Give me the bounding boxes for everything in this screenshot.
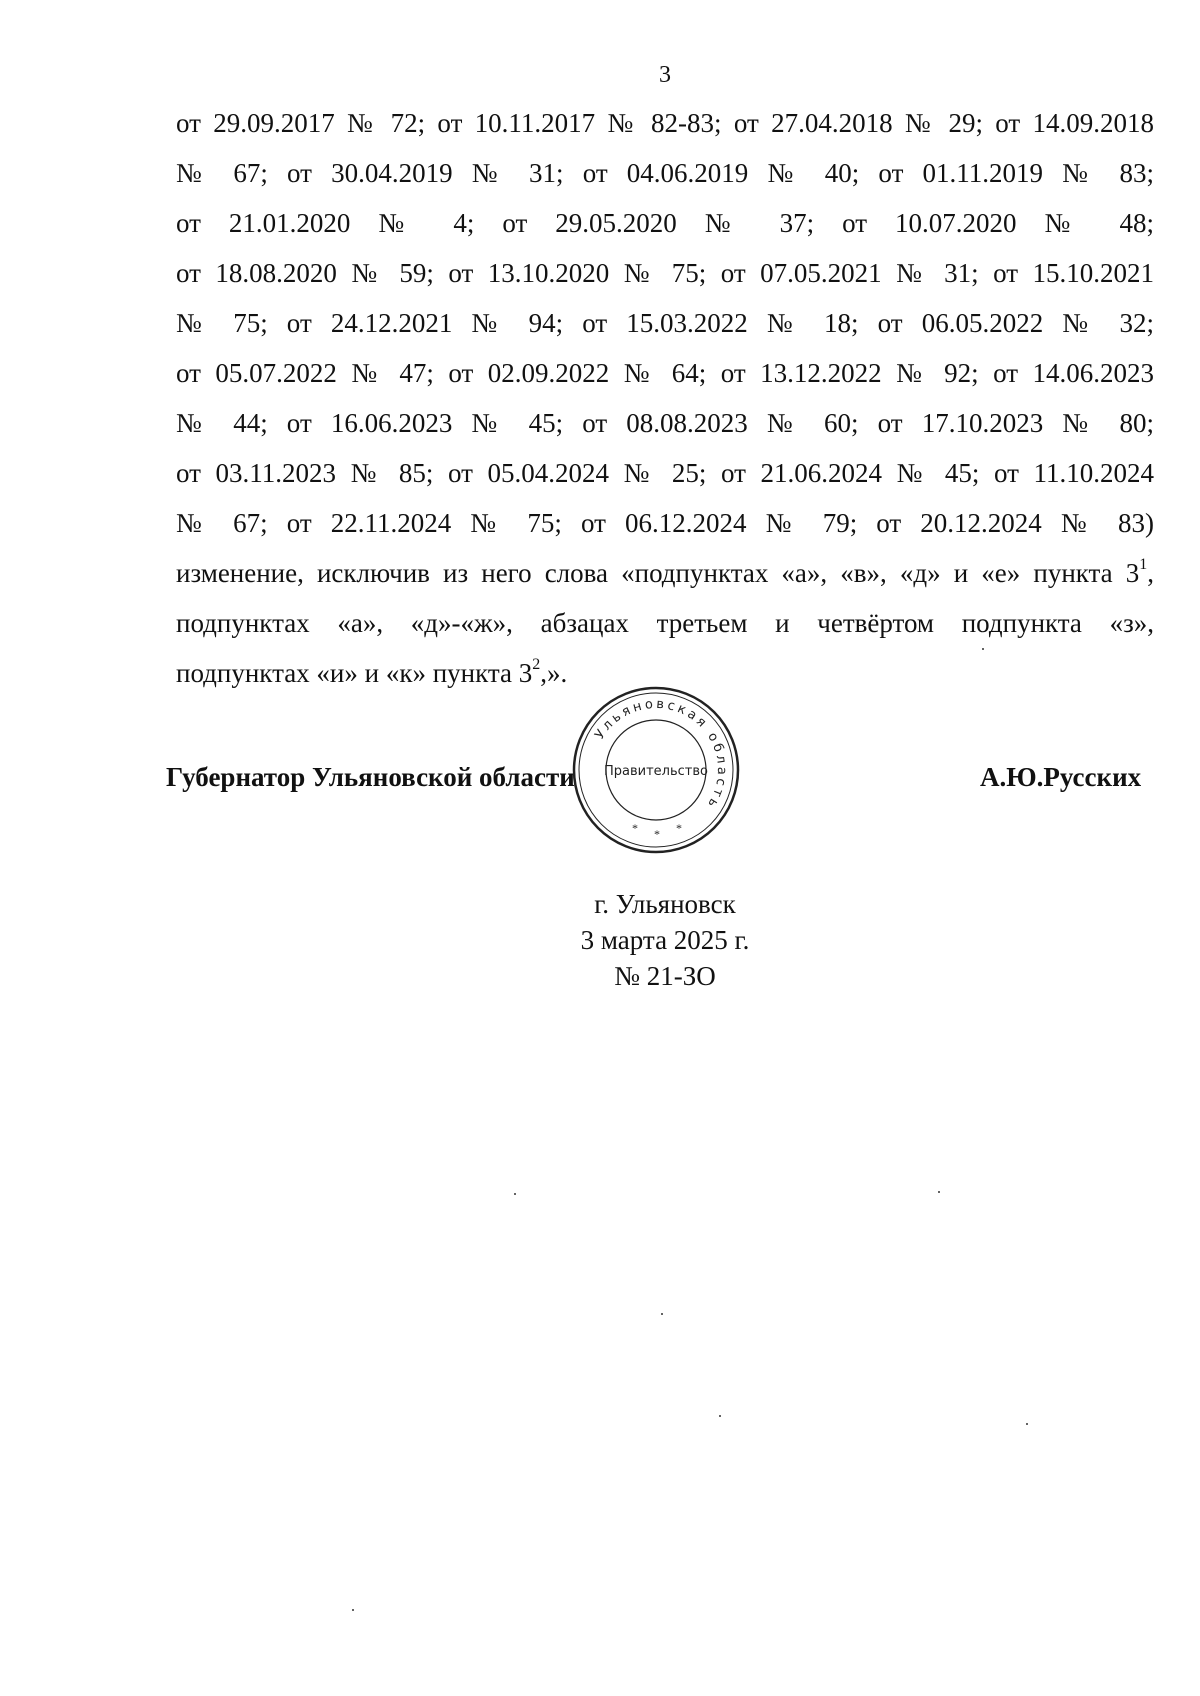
body-line: № 67; от 22.11.2024 № 75; от 06.12.2024 № 79; от 20.12.2024 № 83)	[176, 508, 1154, 538]
signatory-name: А.Ю.Русских	[980, 762, 1142, 792]
document-body	[176, 98, 1154, 698]
amendment-text: ,	[1147, 558, 1154, 588]
amendment-line-1	[176, 548, 1154, 598]
signatory-title: Губернатор Ульяновской области	[166, 762, 575, 792]
body-line: № 44; от 16.06.2023 № 45; от 08.08.2023 № 60; от 17.10.2023 № 80;	[176, 408, 1154, 438]
body-line: от 05.07.2022 № 47; от 02.09.2022 № 64; от 13.12.2022 № 92; от 14.06.2023	[176, 358, 1154, 388]
scan-speck	[938, 1191, 940, 1193]
page-number: 3	[659, 62, 671, 88]
seal-ring-text: Ульяновская область	[592, 696, 730, 813]
amendment-text: ,».	[540, 658, 568, 688]
scan-speck	[661, 1313, 663, 1315]
svg-text:*: *	[654, 827, 660, 841]
scan-speck	[1026, 1423, 1028, 1425]
amendment-line-2: подпунктах «а», «д»-«ж», абзацах третьем и четвёртом подпункта «з»,	[176, 608, 1154, 638]
amendment-text: изменение, исключив из него слова «подпунктах «а», «в», «д» и «е» пункта 3	[176, 558, 1140, 588]
amendment-text: подпунктах «и» и «к» пункта 3	[176, 658, 533, 688]
body-line: от 21.01.2020 № 4; от 29.05.2020 № 37; от 10.07.2020 № 48;	[176, 208, 1154, 238]
issue-date: 3 марта 2025 г.	[580, 925, 750, 955]
issue-city: г. Ульяновск	[594, 889, 736, 919]
scan-speck	[514, 1193, 516, 1195]
body-line: от 03.11.2023 № 85; от 05.04.2024 № 25; от 21.06.2024 № 45; от 11.10.2024	[176, 458, 1154, 488]
svg-text:*: *	[632, 821, 638, 835]
seal-center-text: Правительство	[604, 764, 708, 779]
body-line: от 18.08.2020 № 59; от 13.10.2020 № 75; от 07.05.2021 № 31; от 15.10.2021	[176, 258, 1154, 288]
superscript: 1	[1139, 556, 1148, 573]
official-seal	[566, 680, 746, 860]
scan-speck	[982, 648, 984, 650]
svg-text:*: *	[676, 821, 682, 835]
body-line: № 67; от 30.04.2019 № 31; от 04.06.2019 № 40; от 01.11.2019 № 83;	[176, 158, 1154, 188]
document-footer	[0, 886, 1200, 994]
scan-speck	[352, 1609, 354, 1611]
body-line: от 29.09.2017 № 72; от 10.11.2017 № 82-83; от 27.04.2018 № 29; от 14.09.2018	[176, 108, 1154, 138]
body-line: № 75; от 24.12.2021 № 94; от 15.03.2022 № 18; от 06.05.2022 № 32;	[176, 308, 1154, 338]
scan-speck	[719, 1415, 721, 1417]
superscript: 2	[532, 656, 541, 673]
document-number: № 21-ЗО	[614, 961, 716, 991]
